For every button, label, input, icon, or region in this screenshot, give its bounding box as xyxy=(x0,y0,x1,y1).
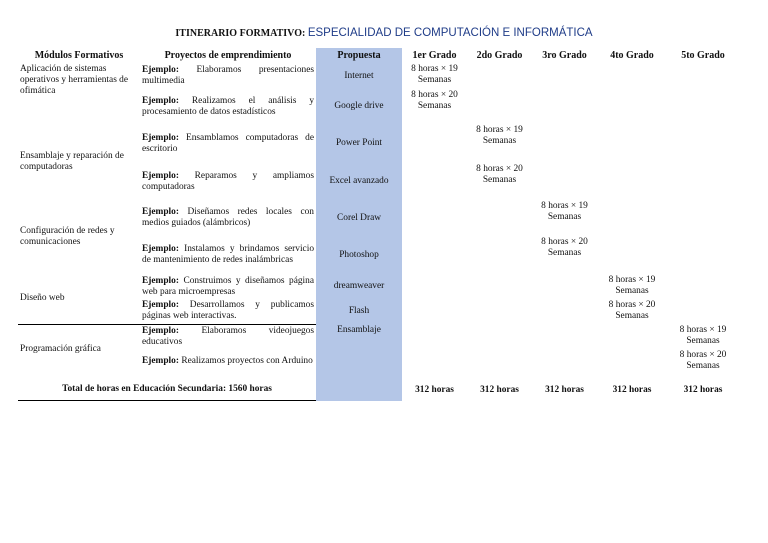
propuesta-cell: Power Point xyxy=(316,124,402,163)
project-text: Diseñamos redes locales con medios guiados (alámbricos) xyxy=(142,207,314,228)
hours-cell: 8 horas × 19 Semanas xyxy=(679,325,727,346)
project-text: Realizamos proyectos con Arduino xyxy=(181,356,313,366)
header-grado-4: 4to Grado xyxy=(610,50,654,61)
hours-cell: 8 horas × 19 Semanas xyxy=(411,64,458,85)
propuesta-total-cell xyxy=(316,375,402,401)
project-text: Instalamos y brindamos servicio de mantenimiento de redes inalámbricas xyxy=(142,244,315,265)
table-row xyxy=(18,324,739,349)
hours-cell: 8 horas × 19 Semanas xyxy=(476,125,523,146)
example-label: Ejemplo: xyxy=(142,132,179,143)
project-cell xyxy=(140,89,316,124)
propuesta-cell: Flash xyxy=(316,299,402,324)
header-row xyxy=(18,48,739,63)
module-name: Ensamblaje y reparación de computadoras xyxy=(20,151,124,172)
table-row xyxy=(18,63,739,89)
project-text: Reparamos y ampliamos computadoras xyxy=(142,170,314,192)
example-label: Ejemplo: xyxy=(142,244,179,254)
hours-cell: 8 horas × 20 Semanas xyxy=(476,164,523,185)
header-proyectos: Proyectos de emprendimiento xyxy=(164,50,292,61)
project-text: Desarrollamos y publicamos páginas web interactivas. xyxy=(142,300,314,322)
project-text: Realizamos el análisis y procesamiento de datos estadísticos xyxy=(142,95,315,117)
total-grado-2: 312 horas xyxy=(480,384,519,395)
propuesta-cell: Ensamblaje xyxy=(316,324,402,349)
project-cell xyxy=(140,236,316,274)
total-grado-4: 312 horas xyxy=(612,384,652,395)
title-prefix: ITINERARIO FORMATIVO: xyxy=(175,28,306,39)
example-label: Ejemplo: xyxy=(142,300,179,311)
example-label: Ejemplo: xyxy=(142,207,179,217)
hours-cell: 8 horas × 20 Semanas xyxy=(541,237,588,258)
project-cell xyxy=(140,299,316,324)
header-grado-2: 2do Grado xyxy=(476,50,523,61)
document-title xyxy=(0,27,768,39)
project-cell xyxy=(140,349,316,375)
hours-cell: 8 horas × 20 Semanas xyxy=(679,349,727,371)
module-name: Aplicación de sistemas operativos y herramientas de ofimática xyxy=(20,64,129,96)
example-label: Ejemplo: xyxy=(142,170,179,181)
module-name: Diseño web xyxy=(20,293,65,304)
propuesta-cell: Excel avanzado xyxy=(316,163,402,200)
project-text: Elaboramos presentaciones multimedia xyxy=(142,65,315,86)
propuesta-cell xyxy=(316,349,402,375)
propuesta-cell: Internet xyxy=(316,63,402,89)
propuesta-cell: Google drive xyxy=(316,89,402,124)
example-label: Ejemplo: xyxy=(142,356,179,366)
project-cell xyxy=(140,200,316,236)
propuesta-cell: dreamweaver xyxy=(316,274,402,299)
total-grado-1: 312 horas xyxy=(415,384,454,395)
header-modulos: Módulos Formativos xyxy=(34,50,124,61)
project-cell xyxy=(140,163,316,200)
hours-cell: 8 horas × 20 Semanas xyxy=(608,300,656,321)
header-propuesta: Propuesta xyxy=(316,48,402,63)
project-text: Elaboramos videojuegos educativos xyxy=(142,325,314,347)
title-subtitle: ESPECIALIDAD DE COMPUTACIÓN E INFORMÁTICA xyxy=(307,27,593,39)
hours-cell: 8 horas × 19 Semanas xyxy=(541,201,588,222)
project-text: Construimos y diseñamos página web para microempresas xyxy=(142,275,315,297)
project-cell xyxy=(140,324,316,349)
project-cell xyxy=(140,274,316,299)
header-grado-5: 5to Grado xyxy=(681,50,725,61)
header-grado-3: 3ro Grado xyxy=(542,50,587,61)
example-label: Ejemplo: xyxy=(142,65,179,75)
example-label: Ejemplo: xyxy=(142,275,179,286)
table-row xyxy=(18,124,739,163)
example-label: Ejemplo: xyxy=(142,325,179,336)
hours-cell: 8 horas × 19 Semanas xyxy=(608,275,656,296)
hours-cell: 8 horas × 20 Semanas xyxy=(411,90,458,111)
table-row xyxy=(18,200,739,236)
module-name: Configuración de redes y comunicaciones xyxy=(20,226,115,247)
propuesta-cell: Photoshop xyxy=(316,236,402,274)
itinerary-table xyxy=(18,48,739,401)
total-grado-3: 312 horas xyxy=(545,384,584,395)
table-row xyxy=(18,274,739,299)
header-grado-1: 1er Grado xyxy=(412,50,457,61)
project-text: Ensamblamos computadoras de escritorio xyxy=(142,132,314,154)
example-label: Ejemplo: xyxy=(142,95,179,106)
project-cell xyxy=(140,63,316,89)
module-name: Programación gráfica xyxy=(18,324,140,375)
propuesta-cell: Corel Draw xyxy=(316,200,402,236)
total-grado-5: 312 horas xyxy=(683,384,723,395)
project-cell xyxy=(140,124,316,163)
total-label: Total de horas en Educación Secundaria: 1560 horas xyxy=(18,375,316,401)
total-row xyxy=(18,375,739,401)
